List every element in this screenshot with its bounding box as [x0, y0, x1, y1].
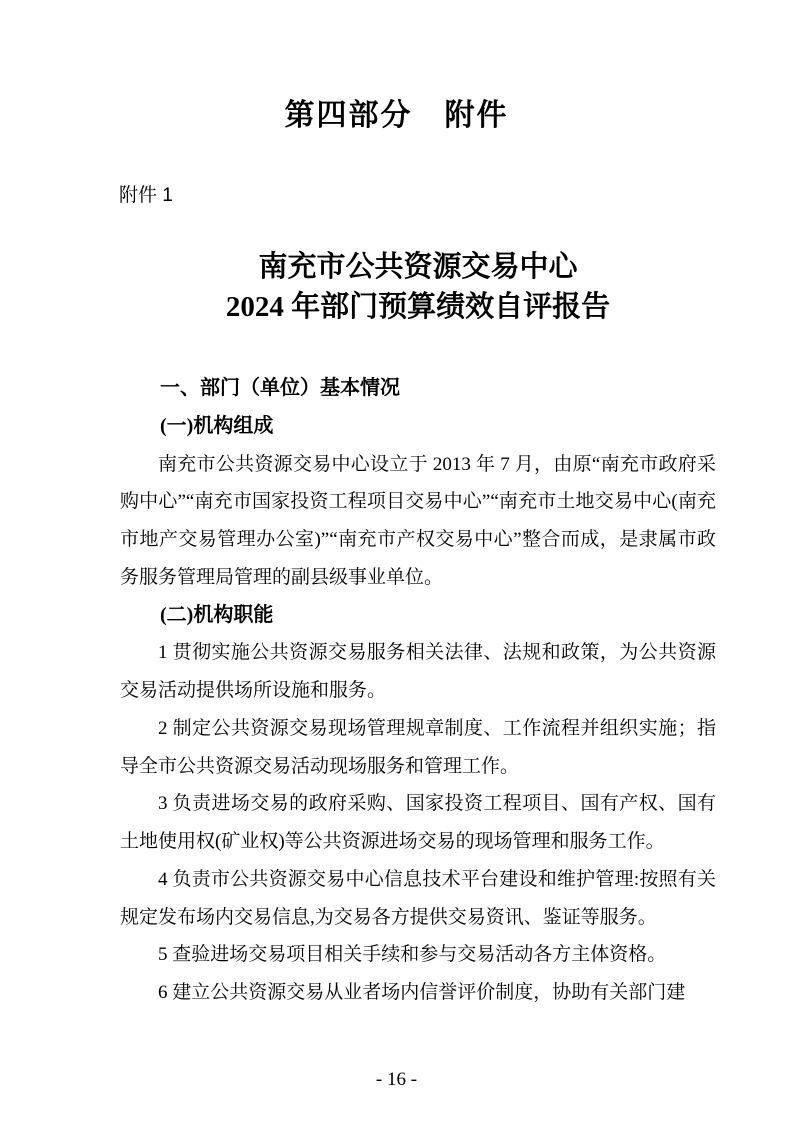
subsection-heading-org-composition: (一)机构组成: [160, 414, 274, 437]
part-header: 第四部分 附件: [284, 99, 509, 132]
duty-item-3: 3 负责进场交易的政府采购、国家投资工程项目、国有产权、国有土地使用权(矿业权)等公共资源进场交易的现场管理和服务工作。: [120, 793, 716, 852]
attachment-label: 附件 1: [119, 185, 173, 206]
duty-item-2: 2 制定公共资源交易现场管理规章制度、工作流程并组织实施；指导全市公共资源交易活动现场服务和管理工作。: [120, 717, 716, 777]
doc-body: [120, 370, 716, 1012]
duty-item-1: 1 贯彻实施公共资源交易服务相关法律、法规和政策，为公共资源交易活动提供场所设施和服务。: [120, 642, 716, 701]
section-heading-basic-info: 一、部门（单位）基本情况: [160, 377, 400, 399]
paragraph-org-composition: 南充市公共资源交易中心设立于 2013 年 7 月，由原“南充市政府采购中心”“南充市国家投资工程项目交易中心”“南充市土地交易中心(南充市地产交易管理办公室)”“南充市产权交易中心”整合而成，是隶属市政务服务管理局管理的副县级事业单位。: [120, 453, 716, 588]
page-number: - 16 -: [375, 1069, 418, 1090]
duty-item-6: 6 建立公共资源交易从业者场内信誉评价制度，协助有关部门建: [158, 982, 686, 1003]
duty-item-4: 4 负责市公共资源交易中心信息技术平台建设和维护管理:按照有关规定发布场内交易信息,为交易各方提供交易资讯、鉴证等服务。: [120, 868, 716, 928]
doc-title-line1: 南充市公共资源交易中心: [258, 251, 578, 283]
doc-title: [120, 247, 716, 327]
subsection-heading-org-functions: (二)机构职能: [160, 603, 274, 626]
doc-title-line2: 2024 年部门预算绩效自评报告: [225, 291, 611, 323]
duty-item-5: 5 查验进场交易项目相关手续和参与交易活动各方主体资格。: [158, 944, 667, 966]
